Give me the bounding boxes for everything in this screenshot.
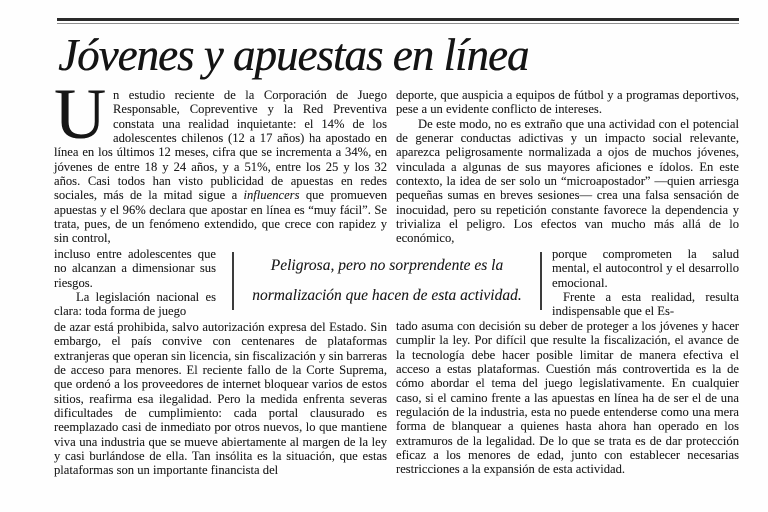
right-column-paragraph-5 — [396, 319, 739, 477]
paragraph-1-text: n estudio reciente de la Corporación de Juego Responsable, Copreventive y la Red Preventiva constata una realidad inquietante: el 14% de los adolescentes chilenos (12 a 17 años) ha apostado en línea en los últimos 12 meses, cifra que se incrementa a 34%, en jóvenes de entre 18 y 24 años, y a 51%, entre los 25 y los 32 años. Casi todos han visto publicidad de apuestas en redes sociales, más de la mitad sigue a — [54, 88, 387, 203]
left-column-paragraph-1 — [54, 74, 388, 246]
paragraph-1-narrow-text: incluso entre adolescentes que no alcanzan a dimensionar sus riesgos. — [54, 247, 216, 290]
pull-quote — [232, 252, 542, 310]
paragraph-4-narrow-text: porque comprometen la salud mental, el autocontrol y el desarrollo emocional. — [552, 247, 739, 290]
pull-quote-line-1: Peligrosa, pero no sorprendente es la — [270, 257, 504, 274]
right-column-top-block — [396, 88, 739, 246]
drop-cap: U — [54, 74, 106, 154]
paragraph-5-text: tado asuma con decisión su deber de proteger a los jóvenes y hacer cumplir la ley. Por difícil que resulte la fiscalización, el avance de la tecnología debe hacer posible limitar de manera efectiva el acceso a estas plataformas. Cuestión más controvertida es la de cómo abordar el tema del juego legislativamente. En cualquier caso, si el camino frente a las apuestas en línea ha de ser el de una regulación de la industria, esta no puede entenderse como una mera forma de blanquear a quienes hasta ahora han operado en los extramuros de la legalidad. De lo que se trata es de dar protección eficaz a los menores de edad, junto con establecer necesarias restricciones a la expansión de esta actividad. — [396, 319, 739, 477]
paragraph-4-text: De este modo, no es extraño que una actividad con el potencial de generar conductas adictivas y un impacto social relevante, aparezca peligrosamente normalizada a ojos de muchos jóvenes, vinculada a algunas de sus mayores aficiones e ídolos. En este contexto, la idea de ser solo un “microapostador” —quien arriesga pequeñas sumas en breves sesiones— crea una falsa sensación de inocuidad, pero su repetición constante favorece la dependencia y trivializa el peligro. Los efectos van mucho más allá de lo económico, — [396, 116, 739, 246]
paragraph-5-start-text: Frente a esta realidad, resulta indispensable que el Es- — [552, 290, 739, 319]
left-column-narrow-block — [54, 247, 216, 319]
top-rule-thin — [57, 23, 739, 24]
paragraph-2-text: de azar está prohibida, salvo autorización expresa del Estado. Sin embargo, el país convive con centenares de plataformas extranjeras que operan sin licencia, sin fiscalización y sin barreras de acceso para menores. El reciente fallo de la Corte Suprema, que ordenó a los proveedores de internet bloquear varios de estos sitios, reafirma esa ilegalidad. Pero la medida enfrenta severas dificultades de cumplimiento: cada portal clausurado es reemplazado casi de inmediato por otros nuevos, lo que mantiene viva una industria que se mueve abiertamente al margen de la ley y casi burlándose de ella. Tan insólita es la situación, que estas plataformas son un importante financista del — [54, 320, 387, 478]
left-column-paragraph-2 — [54, 320, 387, 478]
paragraph-1-text-continued: que promueven apuestas y el 96% declara que apostar en línea es “muy fácil”. Se trata, pues, de un fenómeno extendido, que crece con rapidez y sin control, — [54, 188, 388, 246]
paragraph-3-text: deporte, que auspicia a equipos de fútbol y a programas deportivos, pese a un evidente conflicto de intereses. — [396, 88, 739, 117]
influencers-italic-word: influencers — [243, 188, 300, 203]
article-title: Jóvenes y apuestas en línea — [58, 30, 529, 80]
top-rule-thick — [57, 18, 739, 21]
paragraph-2-start-text: La legislación nacional es clara: toda forma de juego — [54, 290, 216, 319]
right-column-narrow-block — [552, 247, 739, 319]
pull-quote-line-2: normalización que hacen de esta actividad. — [252, 287, 522, 304]
